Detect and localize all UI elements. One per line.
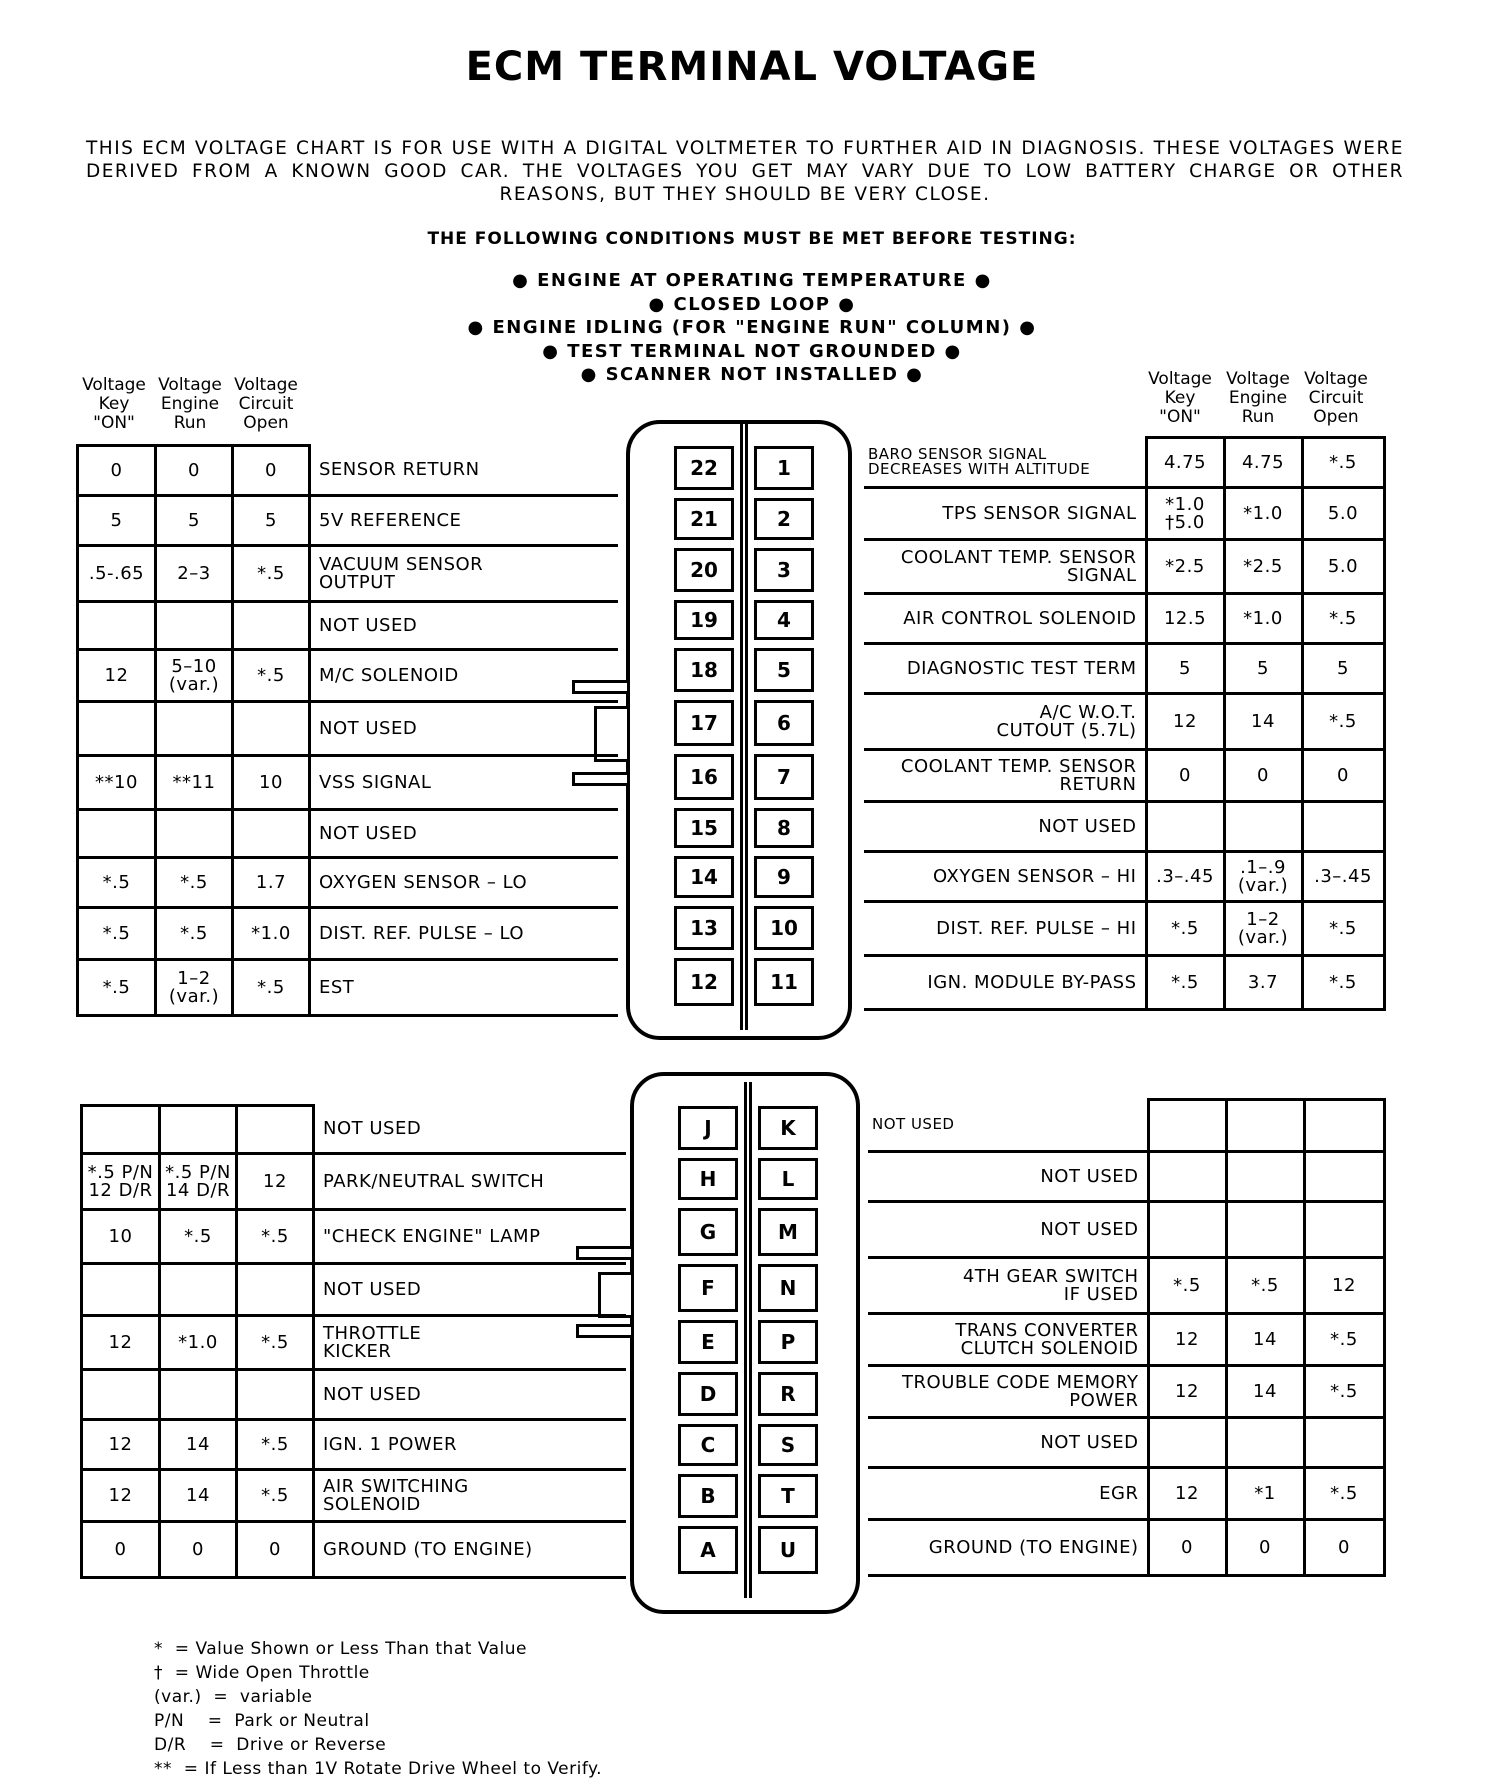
voltage-circuit-open bbox=[233, 602, 310, 650]
voltage-engine-run: 2–3 bbox=[156, 546, 233, 602]
voltage-engine-run: 0 bbox=[1226, 1520, 1304, 1576]
voltage-circuit-open bbox=[1302, 802, 1384, 852]
table-row bbox=[868, 1314, 1384, 1366]
voltage-circuit-open bbox=[1304, 1100, 1384, 1152]
left-column-headers bbox=[74, 376, 314, 436]
table-row bbox=[78, 960, 618, 1016]
terminal-description: VACUUM SENSOR OUTPUT bbox=[310, 546, 618, 602]
voltage-circuit-open bbox=[237, 1106, 314, 1154]
voltage-circuit-open: 1.7 bbox=[233, 858, 310, 908]
pin-number: F bbox=[678, 1264, 738, 1312]
voltage-key-on bbox=[1148, 1152, 1226, 1202]
voltage-engine-run: 14 bbox=[160, 1420, 237, 1470]
voltage-circuit-open: *.5 bbox=[1304, 1366, 1384, 1418]
pin-number: 5 bbox=[754, 648, 814, 692]
voltage-circuit-open bbox=[237, 1264, 314, 1316]
voltage-engine-run: 0 bbox=[156, 446, 233, 496]
voltage-engine-run: 5 bbox=[156, 496, 233, 546]
pin-number: 16 bbox=[674, 754, 734, 800]
pin-number: J bbox=[678, 1106, 738, 1150]
voltage-engine-run: 5 bbox=[1224, 644, 1302, 694]
pin-number: 3 bbox=[754, 548, 814, 592]
voltage-key-on bbox=[82, 1264, 160, 1316]
voltage-circuit-open: 0 bbox=[233, 446, 310, 496]
voltage-engine-run: 0 bbox=[1224, 750, 1302, 802]
table-row bbox=[864, 956, 1384, 1010]
table-row bbox=[868, 1100, 1384, 1152]
pin-number: 22 bbox=[674, 446, 734, 490]
terminal-description: VSS SIGNAL bbox=[310, 756, 618, 810]
table-row bbox=[82, 1470, 626, 1522]
voltage-engine-run: *.5 bbox=[160, 1210, 237, 1264]
voltage-engine-run: 14 bbox=[1224, 694, 1302, 750]
voltage-key-on: 0 bbox=[78, 446, 156, 496]
voltage-engine-run: *.5 bbox=[156, 908, 233, 960]
pin-number: 15 bbox=[674, 808, 734, 848]
table-row bbox=[82, 1210, 626, 1264]
lower-right-table bbox=[868, 1098, 1386, 1577]
table-row bbox=[864, 902, 1384, 956]
pin-number: 2 bbox=[754, 498, 814, 540]
terminal-description: 4TH GEAR SWITCH IF USED bbox=[868, 1258, 1148, 1314]
voltage-circuit-open: 5.0 bbox=[1302, 540, 1384, 594]
voltage-circuit-open bbox=[1304, 1418, 1384, 1468]
voltage-key-on: 12 bbox=[1148, 1314, 1226, 1366]
voltage-engine-run: *.5 bbox=[1226, 1258, 1304, 1314]
terminal-description: TPS SENSOR SIGNAL bbox=[864, 488, 1146, 540]
upper-connector bbox=[626, 420, 852, 1040]
pin-number: 7 bbox=[754, 754, 814, 800]
voltage-engine-run bbox=[1226, 1100, 1304, 1152]
voltage-circuit-open: 0 bbox=[237, 1522, 314, 1578]
voltage-engine-run bbox=[160, 1264, 237, 1316]
condition-item: ● TEST TERMINAL NOT GROUNDED ● bbox=[542, 340, 962, 362]
voltage-circuit-open: *.5 bbox=[1302, 956, 1384, 1010]
table-row bbox=[82, 1106, 626, 1154]
right-column-headers bbox=[1140, 370, 1380, 430]
voltage-circuit-open bbox=[1304, 1202, 1384, 1258]
header-circuit-open: Voltage Circuit Open bbox=[1304, 369, 1368, 427]
terminal-description: PARK/NEUTRAL SWITCH bbox=[314, 1154, 626, 1210]
voltage-circuit-open: 5 bbox=[233, 496, 310, 546]
table-row bbox=[864, 644, 1384, 694]
table-row bbox=[82, 1420, 626, 1470]
voltage-engine-run: **11 bbox=[156, 756, 233, 810]
voltage-key-on bbox=[82, 1106, 160, 1154]
conditions-heading: THE FOLLOWING CONDITIONS MUST BE MET BEFORE TESTING: bbox=[427, 229, 1077, 249]
terminal-description: NOT USED bbox=[864, 802, 1146, 852]
voltage-engine-run: 1–2 (var.) bbox=[156, 960, 233, 1016]
voltage-key-on: *.5 bbox=[1146, 902, 1224, 956]
terminal-description: GROUND (TO ENGINE) bbox=[868, 1520, 1148, 1576]
terminal-description: NOT USED bbox=[314, 1264, 626, 1316]
voltage-key-on: *.5 bbox=[78, 908, 156, 960]
voltage-key-on: 12 bbox=[82, 1316, 160, 1370]
voltage-circuit-open bbox=[233, 810, 310, 858]
pin-number: E bbox=[678, 1320, 738, 1364]
terminal-description: NOT USED bbox=[314, 1370, 626, 1420]
table-row bbox=[868, 1202, 1384, 1258]
table-row bbox=[864, 438, 1384, 488]
voltage-circuit-open: *1.0 bbox=[233, 908, 310, 960]
upper-right-table bbox=[864, 436, 1386, 1011]
pin-number: 8 bbox=[754, 808, 814, 848]
voltage-key-on: 12 bbox=[82, 1420, 160, 1470]
pin-number: 1 bbox=[754, 446, 814, 490]
table-row bbox=[78, 446, 618, 496]
pin-number: 11 bbox=[754, 958, 814, 1006]
table-row bbox=[864, 852, 1384, 902]
table-row bbox=[868, 1520, 1384, 1576]
lower-left-table bbox=[80, 1104, 626, 1579]
voltage-engine-run: *1.0 bbox=[1224, 488, 1302, 540]
table-row bbox=[78, 602, 618, 650]
legend-item: (var.) = variable bbox=[154, 1687, 313, 1707]
terminal-description: NOT USED bbox=[314, 1106, 626, 1154]
pin-number: D bbox=[678, 1372, 738, 1416]
header-circuit-open: Voltage Circuit Open bbox=[234, 375, 298, 433]
voltage-key-on: *.5 bbox=[78, 960, 156, 1016]
voltage-engine-run: *2.5 bbox=[1224, 540, 1302, 594]
voltage-engine-run: .1–.9 (var.) bbox=[1224, 852, 1302, 902]
voltage-circuit-open: *.5 bbox=[233, 650, 310, 702]
voltage-circuit-open: 10 bbox=[233, 756, 310, 810]
header-engine-run: Voltage Engine Run bbox=[1226, 369, 1290, 427]
terminal-description: IGN. MODULE BY-PASS bbox=[864, 956, 1146, 1010]
terminal-description: GROUND (TO ENGINE) bbox=[314, 1522, 626, 1578]
table-row bbox=[82, 1154, 626, 1210]
header-key-on: Voltage Key "ON" bbox=[82, 375, 146, 433]
voltage-circuit-open: 0 bbox=[1304, 1520, 1384, 1576]
table-row bbox=[78, 810, 618, 858]
pin-number: 9 bbox=[754, 856, 814, 898]
table-row bbox=[78, 756, 618, 810]
voltage-key-on: 12 bbox=[1148, 1468, 1226, 1520]
page-title: ECM TERMINAL VOLTAGE bbox=[465, 44, 1039, 90]
terminal-description: NOT USED bbox=[868, 1100, 1148, 1152]
legend bbox=[154, 1637, 602, 1781]
table-row bbox=[864, 488, 1384, 540]
header-key-on: Voltage Key "ON" bbox=[1148, 369, 1212, 427]
table-row bbox=[78, 858, 618, 908]
pin-number: C bbox=[678, 1424, 738, 1466]
voltage-circuit-open: 5.0 bbox=[1302, 488, 1384, 540]
pin-number: P bbox=[758, 1320, 818, 1364]
upper-left-table bbox=[76, 444, 618, 1017]
table-row bbox=[864, 694, 1384, 750]
pin-number: M bbox=[758, 1208, 818, 1256]
voltage-engine-run: *.5 P/N 14 D/R bbox=[160, 1154, 237, 1210]
voltage-key-on: .3–.45 bbox=[1146, 852, 1224, 902]
table-row bbox=[82, 1522, 626, 1578]
voltage-engine-run bbox=[156, 702, 233, 756]
pin-number: T bbox=[758, 1474, 818, 1518]
voltage-circuit-open bbox=[1304, 1152, 1384, 1202]
voltage-key-on: 12 bbox=[82, 1470, 160, 1522]
voltage-circuit-open: *.5 bbox=[1304, 1314, 1384, 1366]
terminal-description: TRANS CONVERTER CLUTCH SOLENOID bbox=[868, 1314, 1148, 1366]
voltage-circuit-open: *.5 bbox=[237, 1316, 314, 1370]
table-row bbox=[868, 1468, 1384, 1520]
voltage-engine-run: 0 bbox=[160, 1522, 237, 1578]
voltage-key-on bbox=[78, 810, 156, 858]
voltage-key-on: *.5 bbox=[1146, 956, 1224, 1010]
pin-rail bbox=[744, 1082, 752, 1598]
voltage-circuit-open bbox=[237, 1370, 314, 1420]
voltage-circuit-open: *.5 bbox=[233, 546, 310, 602]
voltage-key-on: 0 bbox=[1146, 750, 1224, 802]
table-row bbox=[864, 750, 1384, 802]
voltage-key-on bbox=[78, 702, 156, 756]
table-row bbox=[868, 1152, 1384, 1202]
table-row bbox=[864, 802, 1384, 852]
voltage-key-on bbox=[1146, 802, 1224, 852]
voltage-key-on: *1.0 †5.0 bbox=[1146, 488, 1224, 540]
terminal-description: TROUBLE CODE MEMORY POWER bbox=[868, 1366, 1148, 1418]
voltage-engine-run bbox=[156, 810, 233, 858]
terminal-description: NOT USED bbox=[310, 602, 618, 650]
intro-paragraph: THIS ECM VOLTAGE CHART IS FOR USE WITH A DIGITAL VOLTMETER TO FURTHER AID IN DIAGNOSIS. THESE VOLTAGES WERE DERIVED FROM A KNOWN GOOD CAR. THE VOLTAGES YOU GET MAY VARY DUE TO LOW BATTERY CHARGE OR OTHER REASONS, BUT THEY SHOULD BE VERY CLOSE. bbox=[86, 138, 1404, 205]
voltage-key-on bbox=[1148, 1418, 1226, 1468]
pin-number: B bbox=[678, 1474, 738, 1518]
voltage-engine-run: *1.0 bbox=[1224, 594, 1302, 644]
voltage-circuit-open bbox=[233, 702, 310, 756]
voltage-engine-run: 14 bbox=[1226, 1314, 1304, 1366]
terminal-description: EGR bbox=[868, 1468, 1148, 1520]
voltage-circuit-open: *.5 bbox=[1304, 1468, 1384, 1520]
pin-number: G bbox=[678, 1208, 738, 1256]
terminal-description: DIAGNOSTIC TEST TERM bbox=[864, 644, 1146, 694]
terminal-description: DIST. REF. PULSE – LO bbox=[310, 908, 618, 960]
voltage-engine-run: 1–2 (var.) bbox=[1224, 902, 1302, 956]
voltage-key-on: 0 bbox=[82, 1522, 160, 1578]
voltage-key-on: *.5 bbox=[1148, 1258, 1226, 1314]
table-row bbox=[78, 650, 618, 702]
table-row bbox=[864, 540, 1384, 594]
terminal-description: OXYGEN SENSOR – HI bbox=[864, 852, 1146, 902]
voltage-engine-run: 14 bbox=[1226, 1366, 1304, 1418]
voltage-engine-run: *.5 bbox=[156, 858, 233, 908]
pin-number: 20 bbox=[674, 548, 734, 592]
voltage-engine-run bbox=[160, 1370, 237, 1420]
terminal-description: NOT USED bbox=[310, 702, 618, 756]
voltage-circuit-open: 12 bbox=[1304, 1258, 1384, 1314]
pin-number: 12 bbox=[674, 958, 734, 1006]
voltage-engine-run: 14 bbox=[160, 1470, 237, 1522]
pin-number: K bbox=[758, 1106, 818, 1150]
voltage-circuit-open: 12 bbox=[237, 1154, 314, 1210]
voltage-engine-run: 3.7 bbox=[1224, 956, 1302, 1010]
voltage-key-on: 10 bbox=[82, 1210, 160, 1264]
voltage-key-on bbox=[1148, 1100, 1226, 1152]
voltage-engine-run bbox=[1226, 1418, 1304, 1468]
legend-item: ** = If Less than 1V Rotate Drive Wheel to Verify. bbox=[154, 1759, 603, 1779]
voltage-circuit-open: .3–.45 bbox=[1302, 852, 1384, 902]
header-engine-run: Voltage Engine Run bbox=[158, 375, 222, 433]
terminal-description: NOT USED bbox=[310, 810, 618, 858]
condition-item: ● SCANNER NOT INSTALLED ● bbox=[580, 364, 924, 385]
terminal-description: NOT USED bbox=[868, 1418, 1148, 1468]
voltage-key-on: 5 bbox=[1146, 644, 1224, 694]
terminal-description: THROTTLE KICKER bbox=[314, 1316, 626, 1370]
pin-number: A bbox=[678, 1526, 738, 1574]
voltage-engine-run: *1.0 bbox=[160, 1316, 237, 1370]
pin-number: S bbox=[758, 1424, 818, 1466]
voltage-key-on: *2.5 bbox=[1146, 540, 1224, 594]
terminal-description: EST bbox=[310, 960, 618, 1016]
voltage-key-on: 12 bbox=[1146, 694, 1224, 750]
voltage-circuit-open: *.5 bbox=[237, 1420, 314, 1470]
terminal-description: SENSOR RETURN bbox=[310, 446, 618, 496]
voltage-engine-run bbox=[156, 602, 233, 650]
pin-number: 19 bbox=[674, 600, 734, 640]
legend-item: * = Value Shown or Less Than that Value bbox=[154, 1639, 527, 1659]
voltage-circuit-open: 0 bbox=[1302, 750, 1384, 802]
pin-number: N bbox=[758, 1264, 818, 1312]
table-row bbox=[82, 1370, 626, 1420]
terminal-description: OXYGEN SENSOR – LO bbox=[310, 858, 618, 908]
terminal-description: AIR CONTROL SOLENOID bbox=[864, 594, 1146, 644]
table-row bbox=[82, 1264, 626, 1316]
condition-item: ● ENGINE AT OPERATING TEMPERATURE ● bbox=[512, 270, 992, 291]
terminal-description: NOT USED bbox=[868, 1152, 1148, 1202]
table-row bbox=[868, 1418, 1384, 1468]
voltage-key-on: 5 bbox=[78, 496, 156, 546]
terminal-description: BARO SENSOR SIGNAL DECREASES WITH ALTITUDE bbox=[864, 438, 1146, 488]
voltage-engine-run bbox=[1224, 802, 1302, 852]
voltage-engine-run bbox=[1226, 1152, 1304, 1202]
terminal-description: A/C W.O.T. CUTOUT (5.7L) bbox=[864, 694, 1146, 750]
voltage-key-on: 12 bbox=[78, 650, 156, 702]
legend-item: D/R = Drive or Reverse bbox=[154, 1735, 387, 1755]
table-row bbox=[868, 1366, 1384, 1418]
pin-number: 6 bbox=[754, 700, 814, 746]
voltage-engine-run: *1 bbox=[1226, 1468, 1304, 1520]
table-row bbox=[78, 908, 618, 960]
voltage-circuit-open: *.5 bbox=[1302, 902, 1384, 956]
table-row bbox=[78, 702, 618, 756]
voltage-circuit-open: *.5 bbox=[237, 1470, 314, 1522]
condition-item: ● CLOSED LOOP ● bbox=[648, 293, 856, 315]
voltage-circuit-open: *.5 bbox=[237, 1210, 314, 1264]
terminal-description: "CHECK ENGINE" LAMP bbox=[314, 1210, 626, 1264]
voltage-key-on: *.5 P/N 12 D/R bbox=[82, 1154, 160, 1210]
voltage-key-on bbox=[1148, 1202, 1226, 1258]
voltage-key-on: **10 bbox=[78, 756, 156, 810]
pin-number: 10 bbox=[754, 906, 814, 950]
terminal-description: 5V REFERENCE bbox=[310, 496, 618, 546]
voltage-key-on: 4.75 bbox=[1146, 438, 1224, 488]
table-row bbox=[78, 496, 618, 546]
voltage-engine-run bbox=[1226, 1202, 1304, 1258]
legend-item: † = Wide Open Throttle bbox=[154, 1663, 370, 1683]
voltage-engine-run bbox=[160, 1106, 237, 1154]
pin-number: H bbox=[678, 1158, 738, 1200]
voltage-key-on: *.5 bbox=[78, 858, 156, 908]
pin-number: R bbox=[758, 1372, 818, 1416]
voltage-circuit-open: *.5 bbox=[1302, 694, 1384, 750]
terminal-description: DIST. REF. PULSE – HI bbox=[864, 902, 1146, 956]
pin-number: 14 bbox=[674, 856, 734, 898]
table-row bbox=[868, 1258, 1384, 1314]
legend-item: P/N = Park or Neutral bbox=[154, 1711, 370, 1731]
voltage-circuit-open: *.5 bbox=[1302, 438, 1384, 488]
pin-rail bbox=[740, 422, 748, 1030]
pin-number: 18 bbox=[674, 648, 734, 692]
pin-number: L bbox=[758, 1158, 818, 1200]
terminal-description: COOLANT TEMP. SENSOR SIGNAL bbox=[864, 540, 1146, 594]
table-row bbox=[78, 546, 618, 602]
voltage-engine-run: 4.75 bbox=[1224, 438, 1302, 488]
voltage-key-on: 12 bbox=[1148, 1366, 1226, 1418]
terminal-description: AIR SWITCHING SOLENOID bbox=[314, 1470, 626, 1522]
voltage-key-on: .5-.65 bbox=[78, 546, 156, 602]
voltage-circuit-open: *.5 bbox=[233, 960, 310, 1016]
voltage-key-on bbox=[82, 1370, 160, 1420]
voltage-engine-run: 5–10 (var.) bbox=[156, 650, 233, 702]
pin-number: 21 bbox=[674, 498, 734, 540]
pin-number: U bbox=[758, 1526, 818, 1574]
table-row bbox=[82, 1316, 626, 1370]
voltage-key-on bbox=[78, 602, 156, 650]
terminal-description: COOLANT TEMP. SENSOR RETURN bbox=[864, 750, 1146, 802]
table-row bbox=[864, 594, 1384, 644]
pin-number: 13 bbox=[674, 906, 734, 950]
pin-number: 4 bbox=[754, 600, 814, 640]
voltage-key-on: 0 bbox=[1148, 1520, 1226, 1576]
voltage-key-on: 12.5 bbox=[1146, 594, 1224, 644]
condition-item: ● ENGINE IDLING (FOR "ENGINE RUN" COLUMN) ● bbox=[467, 317, 1037, 338]
terminal-description: IGN. 1 POWER bbox=[314, 1420, 626, 1470]
voltage-circuit-open: 5 bbox=[1302, 644, 1384, 694]
pin-number: 17 bbox=[674, 700, 734, 746]
terminal-description: M/C SOLENOID bbox=[310, 650, 618, 702]
voltage-circuit-open: *.5 bbox=[1302, 594, 1384, 644]
terminal-description: NOT USED bbox=[868, 1202, 1148, 1258]
